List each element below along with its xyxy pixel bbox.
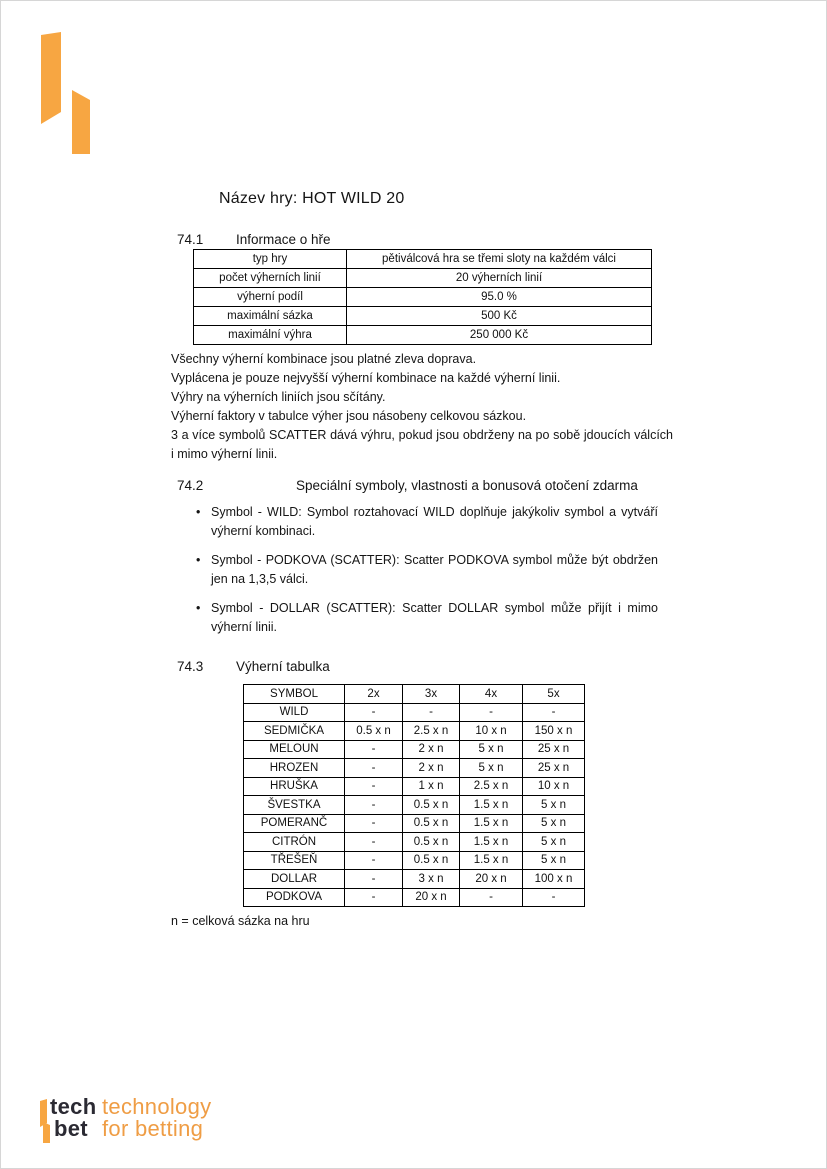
payout-value: 0.5 x n: [403, 796, 460, 815]
payout-value: 5 x n: [523, 833, 585, 852]
info-label: počet výherních linií: [194, 269, 347, 288]
payout-value: 20 x n: [403, 888, 460, 907]
list-item: [196, 599, 658, 636]
info-label: typ hry: [194, 250, 347, 269]
info-value: 500 Kč: [347, 307, 652, 326]
symbol-name: HROZEN: [244, 759, 345, 778]
section-number: 74.2: [177, 478, 204, 493]
column-header: SYMBOL: [244, 685, 345, 704]
symbol-name: HRUŠKA: [244, 777, 345, 796]
payout-value: -: [345, 833, 403, 852]
table-row: [244, 703, 585, 722]
payout-value: -: [345, 740, 403, 759]
payout-value: 5 x n: [460, 759, 523, 778]
info-label: maximální výhra: [194, 326, 347, 345]
payout-value: -: [345, 777, 403, 796]
payout-value: 20 x n: [460, 870, 523, 889]
payout-value: 2.5 x n: [460, 777, 523, 796]
section-heading: Speciální symboly, vlastnosti a bonusová otočení zdarma: [296, 478, 638, 493]
section-heading: Výherní tabulka: [236, 659, 330, 674]
payout-value: 1.5 x n: [460, 814, 523, 833]
payout-value: -: [403, 703, 460, 722]
symbol-name: TŘEŠEŇ: [244, 851, 345, 870]
payout-value: -: [345, 888, 403, 907]
payout-value: -: [523, 703, 585, 722]
table-row: [244, 777, 585, 796]
bullet-icon: •: [196, 553, 201, 567]
table-row: [244, 851, 585, 870]
brand-word-bet: bet: [54, 1115, 88, 1141]
payout-value: 0.5 x n: [403, 833, 460, 852]
payout-value: 25 x n: [523, 740, 585, 759]
payout-value: -: [345, 759, 403, 778]
symbol-name: ŠVESTKA: [244, 796, 345, 815]
table-row: [244, 833, 585, 852]
payout-value: 5 x n: [523, 796, 585, 815]
column-header: 4x: [460, 685, 523, 704]
table-row: [194, 288, 652, 307]
table-row: [244, 814, 585, 833]
bullet-text: Symbol - PODKOVA (SCATTER): Scatter PODKOVA symbol může být obdržen jen na 1,3,5 válci.: [211, 553, 658, 586]
list-item: [196, 503, 658, 540]
column-header: 2x: [345, 685, 403, 704]
section-heading: Informace o hře: [236, 232, 331, 247]
info-value: pětiválcová hra se třemi sloty na každém válci: [347, 250, 652, 269]
payout-value: 10 x n: [460, 722, 523, 741]
payout-value: 2 x n: [403, 759, 460, 778]
rule-line: Výherní faktory v tabulce výher jsou násobeny celkovou sázkou.: [171, 409, 527, 423]
payout-value: 1.5 x n: [460, 796, 523, 815]
payout-value: 100 x n: [523, 870, 585, 889]
rule-line: Všechny výherní kombinace jsou platné zleva doprava.: [171, 352, 477, 366]
payout-value: 1 x n: [403, 777, 460, 796]
table-row: [244, 796, 585, 815]
symbol-name: SEDMIČKA: [244, 722, 345, 741]
rules-paragraph: [171, 350, 673, 464]
payout-table: [243, 684, 585, 907]
payout-value: 150 x n: [523, 722, 585, 741]
techbet-mark-icon: [41, 32, 90, 154]
payout-value: -: [460, 703, 523, 722]
payout-value: 2 x n: [403, 740, 460, 759]
table-row: [194, 250, 652, 269]
footer-logo-text: [50, 1096, 211, 1139]
bullet-icon: •: [196, 505, 201, 519]
payout-value: 0.5 x n: [345, 722, 403, 741]
symbol-name: CITRÓN: [244, 833, 345, 852]
info-label: maximální sázka: [194, 307, 347, 326]
section-number: 74.3: [177, 659, 204, 674]
payout-value: 2.5 x n: [403, 722, 460, 741]
symbol-name: DOLLAR: [244, 870, 345, 889]
brand-word-tech: tech: [50, 1094, 97, 1119]
table-row: [194, 307, 652, 326]
payout-value: 1.5 x n: [460, 833, 523, 852]
bullet-text: Symbol - WILD: Symbol roztahovací WILD doplňuje jakýkoliv symbol a vytváří výherní kombinaci.: [211, 505, 658, 538]
table-row: [194, 326, 652, 345]
payout-value: 10 x n: [523, 777, 585, 796]
rule-line: Výhry na výherních liniích jsou sčítány.: [171, 390, 386, 404]
info-label: výherní podíl: [194, 288, 347, 307]
column-header: 5x: [523, 685, 585, 704]
table-header-row: [244, 685, 585, 704]
payout-value: 1.5 x n: [460, 851, 523, 870]
symbol-name: POMERANČ: [244, 814, 345, 833]
info-value: 250 000 Kč: [347, 326, 652, 345]
table-row: [244, 722, 585, 741]
table-row: [244, 888, 585, 907]
payout-value: 5 x n: [460, 740, 523, 759]
payout-value: -: [345, 796, 403, 815]
symbol-name: PODKOVA: [244, 888, 345, 907]
payout-value: -: [345, 851, 403, 870]
table-row: [194, 269, 652, 288]
symbol-name: MELOUN: [244, 740, 345, 759]
symbol-name: WILD: [244, 703, 345, 722]
payout-value: 5 x n: [523, 814, 585, 833]
payout-value: 5 x n: [523, 851, 585, 870]
table-row: [244, 740, 585, 759]
payout-value: -: [460, 888, 523, 907]
bullet-icon: •: [196, 601, 201, 615]
payout-value: -: [523, 888, 585, 907]
section-number: 74.1: [177, 232, 204, 247]
rule-line: Vyplácena je pouze nejvyšší výherní kombinace na každé výherní linii.: [171, 371, 561, 385]
table-row: [244, 870, 585, 889]
game-info-table: [193, 249, 652, 345]
table-footnote: n = celková sázka na hru: [171, 914, 310, 928]
special-symbols-list: [196, 503, 658, 647]
payout-value: 25 x n: [523, 759, 585, 778]
brand-word-technology: technology: [102, 1094, 212, 1119]
brand-word-for-betting: for betting: [102, 1115, 204, 1141]
column-header: 3x: [403, 685, 460, 704]
rule-line: 3 a více symbolů SCATTER dává výhru, pokud jsou obdrženy na po sobě jdoucích válcích i mimo výherní linii.: [171, 428, 673, 461]
info-value: 20 výherních linií: [347, 269, 652, 288]
payout-value: 0.5 x n: [403, 851, 460, 870]
payout-value: -: [345, 870, 403, 889]
table-row: [244, 759, 585, 778]
payout-value: -: [345, 703, 403, 722]
payout-value: -: [345, 814, 403, 833]
payout-value: 3 x n: [403, 870, 460, 889]
bullet-text: Symbol - DOLLAR (SCATTER): Scatter DOLLAR symbol může přijít i mimo výherní linii.: [211, 601, 658, 634]
list-item: [196, 551, 658, 588]
info-value: 95.0 %: [347, 288, 652, 307]
payout-value: 0.5 x n: [403, 814, 460, 833]
page-title: Název hry: HOT WILD 20: [219, 190, 405, 207]
